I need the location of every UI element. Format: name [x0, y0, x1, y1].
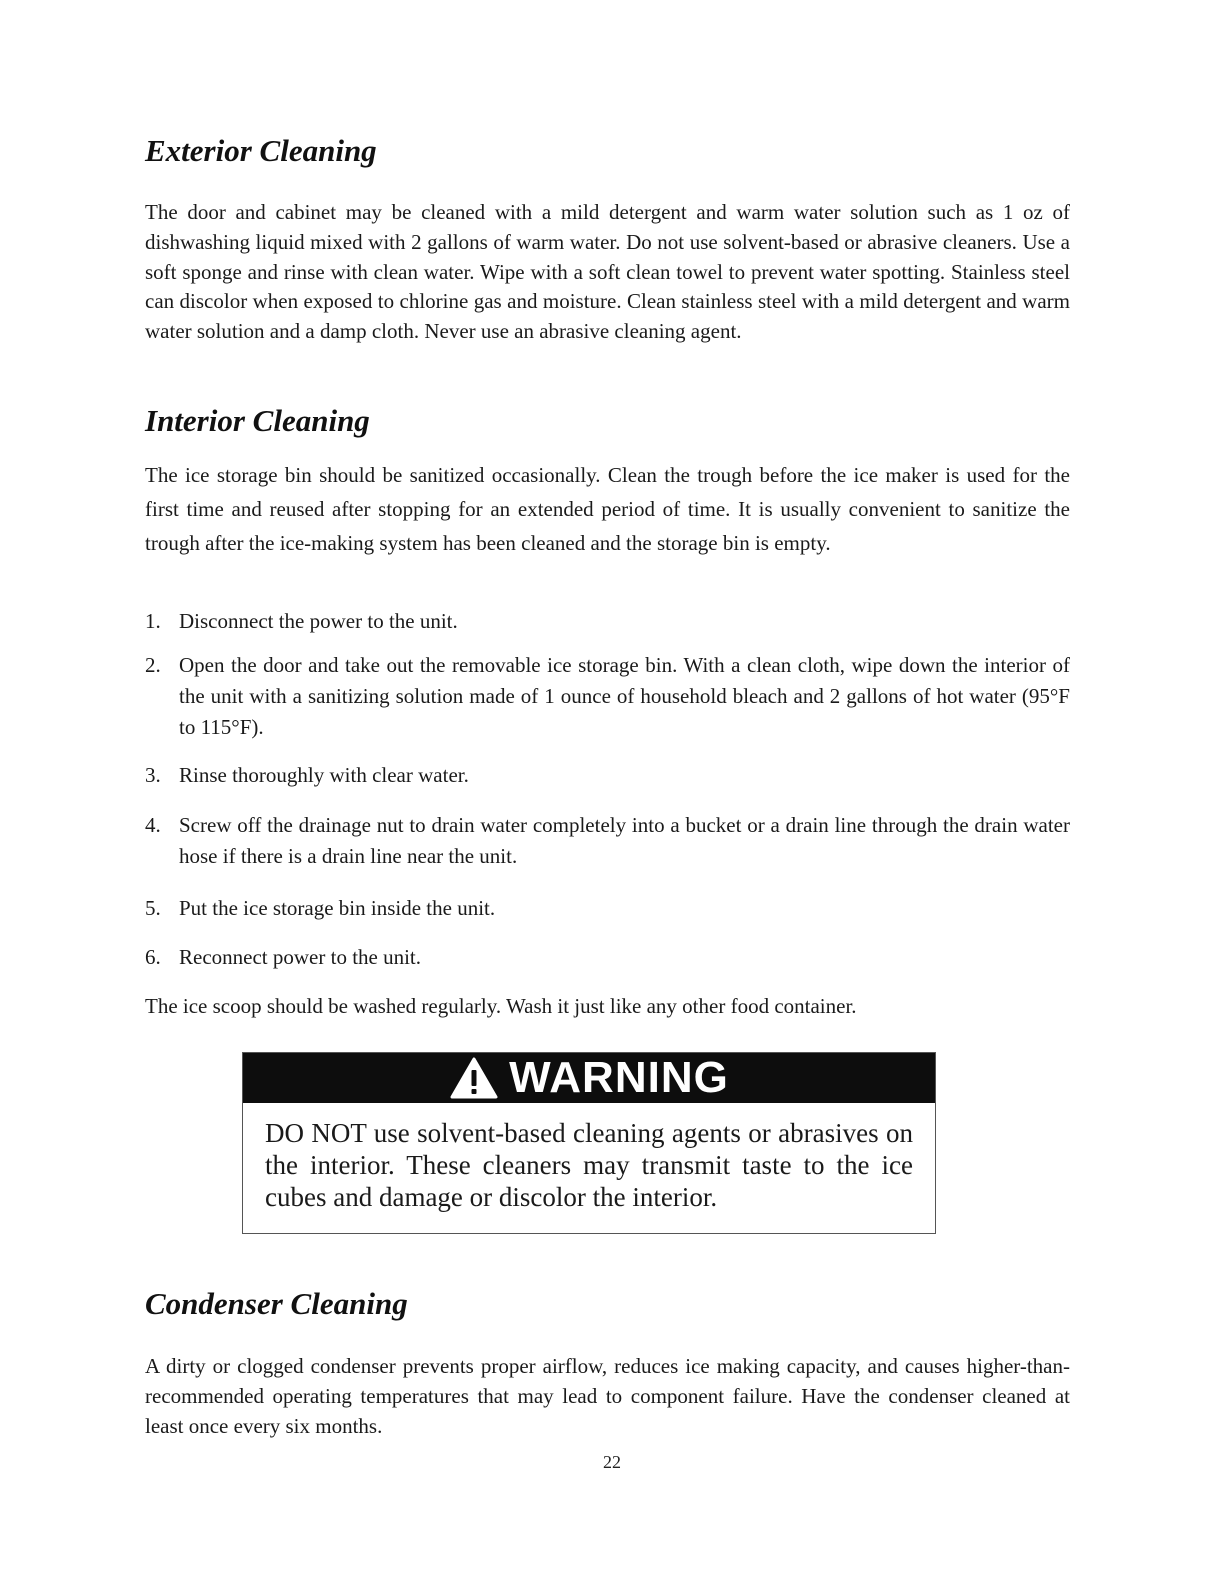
step-text: Disconnect the power to the unit.: [179, 609, 458, 633]
step-number: 5.: [145, 896, 161, 920]
condenser-cleaning-heading: Condenser Cleaning: [145, 1286, 408, 1321]
step-item: [145, 893, 1070, 924]
exterior-cleaning-heading: Exterior Cleaning: [145, 133, 377, 168]
step-number: 2.: [145, 653, 161, 677]
step-text: Open the door and take out the removable ice storage bin. With a clean cloth, wipe down the interior of the unit with a sanitizing solution made of 1 ounce of household bleach and 2 gallons of hot water (95°F to 115°F).: [179, 653, 1070, 739]
warning-title: WARNING: [509, 1053, 729, 1102]
step-item: [145, 810, 1070, 872]
warning-text: DO NOT use solvent-based cleaning agents or abrasives on the interior. These cleaners may transmit taste to the ice cubes and damage or discolor the interior.: [265, 1118, 913, 1212]
step-text: Put the ice storage bin inside the unit.: [179, 896, 496, 920]
interior-cleaning-heading: Interior Cleaning: [145, 403, 370, 438]
step-number: 3.: [145, 763, 161, 787]
step-text: Rinse thoroughly with clear water.: [179, 763, 469, 787]
page-number: 22: [603, 1452, 621, 1472]
warning-box: [242, 1052, 936, 1234]
condenser-cleaning-body: A dirty or clogged condenser prevents proper airflow, reduces ice making capacity, and causes higher-than-recommended operating temperatures that may lead to component failure. Have the condenser cleaned at least once every six months.: [145, 1354, 1070, 1438]
step-text: Reconnect power to the unit.: [179, 945, 422, 969]
step-item: [145, 650, 1070, 743]
ice-scoop-note: The ice scoop should be washed regularly. Wash it just like any other food container.: [145, 994, 857, 1018]
step-item: [145, 760, 1070, 791]
step-item: [145, 942, 1070, 973]
step-text: Screw off the drainage nut to drain water completely into a bucket or a drain line through the drain water hose if there is a drain line near the unit.: [179, 813, 1070, 868]
exterior-cleaning-body: The door and cabinet may be cleaned with a mild detergent and warm water solution such as 1 oz of dishwashing liquid mixed with 2 gallons of warm water. Do not use solvent-based or abrasive cleaners. Use a soft sponge and rinse with clean water. Wipe with a soft clean towel to prevent water spotting. Stainless steel can discolor when exposed to chlorine gas and moisture. Clean stainless steel with a mild detergent and warm water solution and a damp cloth. Never use an abrasive cleaning agent.: [145, 200, 1070, 344]
step-number: 6.: [145, 945, 161, 969]
warning-header: [243, 1053, 935, 1103]
warning-triangle-icon: [449, 1056, 499, 1100]
interior-cleaning-body: The ice storage bin should be sanitized occasionally. Clean the trough before the ice maker is used for the first time and reused after stopping for an extended period of time. It is usually convenient to sanitize the trough after the ice-making system has been cleaned and the storage bin is empty.: [145, 463, 1070, 555]
step-number: 4.: [145, 813, 161, 837]
step-number: 1.: [145, 609, 161, 633]
step-item: [145, 606, 1070, 637]
